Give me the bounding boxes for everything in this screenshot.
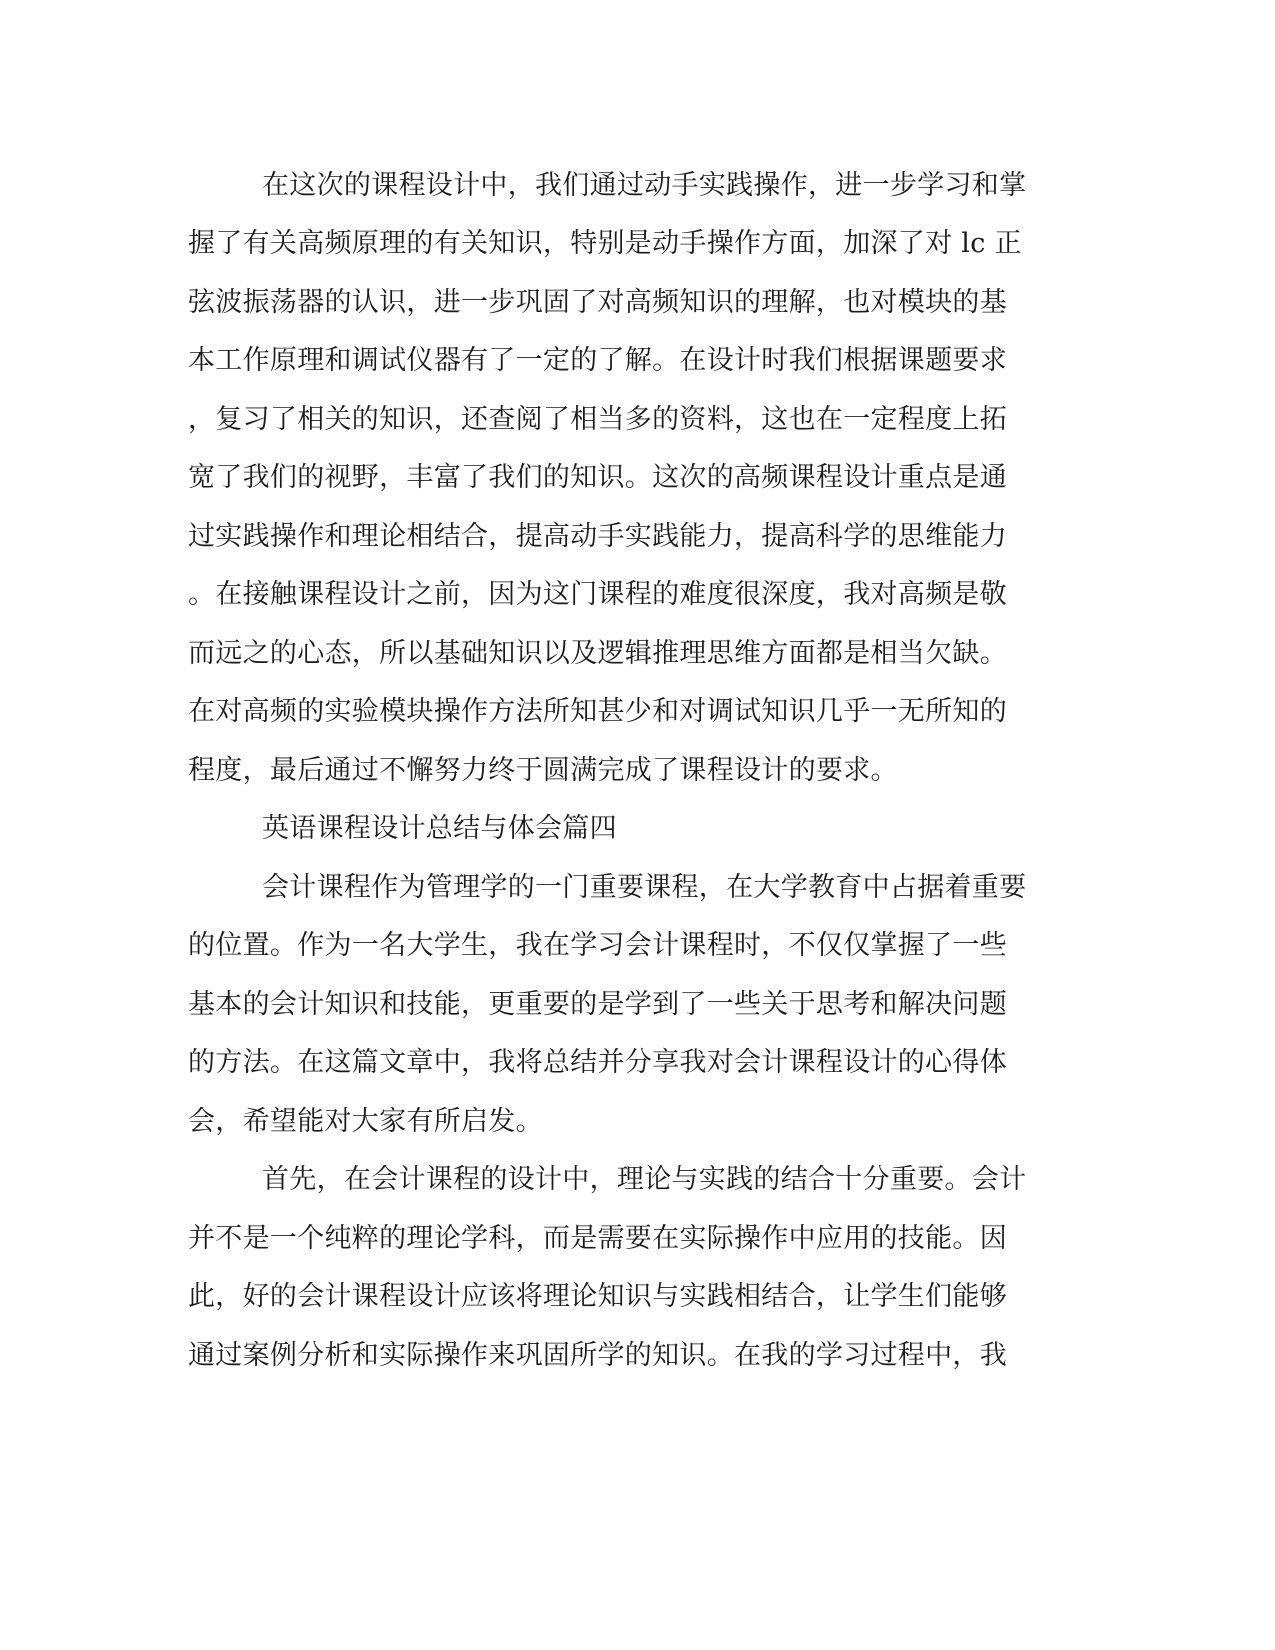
paragraph-1-line: 过实践操作和理论相结合，提高动手实践能力，提高科学的思维能力 [188,521,1007,552]
section-heading: 英语课程设计总结与体会篇四 [262,813,617,844]
paragraph-1-line: 本工作原理和调试仪器有了一定的了解。在设计时我们根据课题要求 [188,345,1007,376]
paragraph-2-line: 的方法。在这篇文章中，我将总结并分享我对会计课程设计的心得体 [188,1047,1007,1078]
paragraph-1-line: ，复习了相关的知识，还查阅了相当多的资料，这也在一定程度上拓 [188,404,1007,435]
paragraph-1-line: 在对高频的实验模块操作方法所知甚少和对调试知识几乎一无所知的 [188,696,1007,727]
paragraph-2-line: 基本的会计知识和技能，更重要的是学到了一些关于思考和解决问题 [188,989,1007,1020]
paragraph-2-line: 的位置。作为一名大学生，我在学习会计课程时，不仅仅掌握了一些 [188,930,1007,961]
paragraph-2-line: 会，希望能对大家有所启发。 [188,1106,543,1137]
paragraph-1-line: 握了有关高频原理的有关知识，特别是动手操作方面，加深了对 lc 正 [188,228,1022,259]
paragraph-1-line: 。在接触课程设计之前，因为这门课程的难度很深度，我对高频是敬 [188,579,1007,610]
paragraph-1-line: 程度，最后通过不懈努力终于圆满完成了课程设计的要求。 [188,755,898,786]
paragraph-1-line: 在这次的课程设计中，我们通过动手实践操作，进一步学习和掌 [262,170,1027,201]
paragraph-1-line: 宽了我们的视野，丰富了我们的知识。这次的高频课程设计重点是通 [188,462,1007,493]
paragraph-3-line: 首先，在会计课程的设计中，理论与实践的结合十分重要。会计 [262,1164,1027,1195]
paragraph-3-line: 通过案例分析和实际操作来巩固所学的知识。在我的学习过程中，我 [188,1340,1007,1371]
paragraph-1-line: 弦波振荡器的认识，进一步巩固了对高频知识的理解，也对模块的基 [188,287,1007,318]
paragraph-3-line: 并不是一个纯粹的理论学科，而是需要在实际操作中应用的技能。因 [188,1223,1007,1254]
paragraph-3-line: 此，好的会计课程设计应该将理论知识与实践相结合，让学生们能够 [188,1281,1007,1312]
paragraph-1-line: 而远之的心态，所以基础知识以及逻辑推理思维方面都是相当欠缺。 [188,638,1007,669]
paragraph-2-line: 会计课程作为管理学的一门重要课程，在大学教育中占据着重要 [262,872,1027,903]
